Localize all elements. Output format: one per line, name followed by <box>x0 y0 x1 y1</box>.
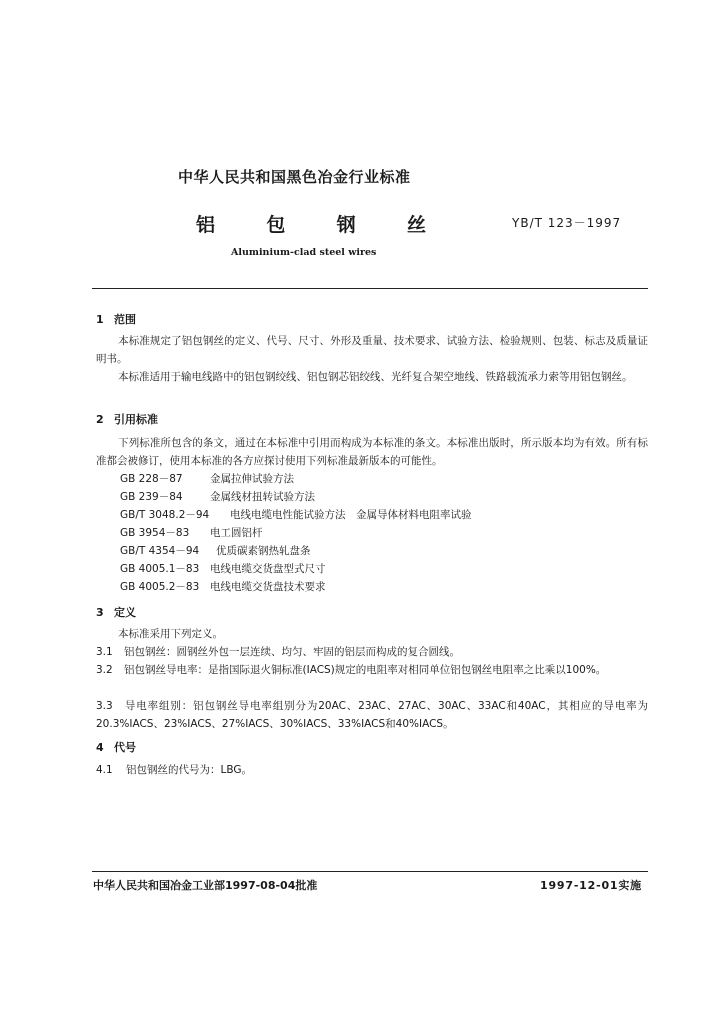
section-number: 3 <box>96 606 104 619</box>
section-title: 定义 <box>114 606 136 619</box>
section-1-paragraph-2: 本标准适用于输电线路中的铝包钢绞线、铝包钢芯铝绞线、光纤复合架空地线、铁路载流承力索等用铝包钢丝。 <box>118 371 633 383</box>
reference-item: GB/T 4354－94 优质碳素钢热轧盘条 <box>120 545 311 557</box>
title-char: 丝 <box>406 214 426 236</box>
footer-divider <box>92 871 648 872</box>
definition-3-2: 3.2 铝包钢丝导电率：是指国际退火铜标准(IACS)规定的电阻率对相同单位铝包钢丝电阻率之比乘以100%。 <box>96 664 607 676</box>
standard-title <box>196 210 426 237</box>
reference-item: GB 228－87 金属拉伸试验方法 <box>120 473 294 485</box>
section-number: 2 <box>96 413 104 426</box>
title-char: 包 <box>266 214 286 236</box>
title-char: 钢 <box>336 214 356 236</box>
definition-3-3: 3.3 导电率组别：铝包钢丝导电率组别分为20AC、23AC、27AC、30AC、33AC和40AC，其相应的导电率为20.3%IACS、23%IACS、27%IACS、30%IACS、33%IACS和40%IACS。 <box>96 700 648 730</box>
reference-item: GB 4005.1－83 电线电缆交货盘型式尺寸 <box>120 563 326 575</box>
org-title: 中华人民共和国黑色冶金行业标准 <box>178 168 411 186</box>
section-2-paragraph-1: 下列标准所包含的条文，通过在本标准中引用而构成为本标准的条文。本标准出版时，所示版本均为有效。所有标准都会被修订，使用本标准的各方应探讨使用下列标准最新版本的可能性。 <box>96 437 648 467</box>
section-3-heading <box>96 604 136 620</box>
code-4-1: 4.1 铝包钢丝的代号为：LBG。 <box>96 764 253 776</box>
english-title: Aluminium-clad steel wires <box>231 247 377 258</box>
definition-3-1: 3.1 铝包钢丝：圆钢丝外包一层连续、均匀、牢固的铝层而构成的复合圆线。 <box>96 646 460 658</box>
section-4-heading <box>96 739 136 755</box>
reference-item: GB 4005.2－83 电线电缆交货盘技术要求 <box>120 581 326 593</box>
section-number: 1 <box>96 313 104 326</box>
standard-number: YB/T 123－1997 <box>512 216 622 230</box>
section-2-heading <box>96 411 158 427</box>
reference-item: GB 239－84 金属线材扭转试验方法 <box>120 491 315 503</box>
section-title: 范围 <box>114 313 136 326</box>
reference-item: GB 3954－83 电工圆铝杆 <box>120 527 263 539</box>
effective-date: 1997-12-01实施 <box>540 879 642 892</box>
title-char: 铝 <box>196 214 216 236</box>
section-title: 引用标准 <box>114 413 158 426</box>
header-divider <box>92 288 648 289</box>
section-1-paragraph-1: 本标准规定了铝包钢丝的定义、代号、尺寸、外形及重量、技术要求、试验方法、检验规则、包装、标志及质量证明书。 <box>96 335 648 365</box>
section-number: 4 <box>96 741 104 754</box>
section-title: 代号 <box>114 741 136 754</box>
reference-item: GB/T 3048.2－94 电线电缆电性能试验方法 金属导体材料电阻率试验 <box>120 509 472 521</box>
section-1-heading <box>96 311 136 327</box>
approval-line: 中华人民共和国冶金工业部1997-08-04批准 <box>93 879 318 892</box>
section-3-intro: 本标准采用下列定义。 <box>118 628 223 640</box>
